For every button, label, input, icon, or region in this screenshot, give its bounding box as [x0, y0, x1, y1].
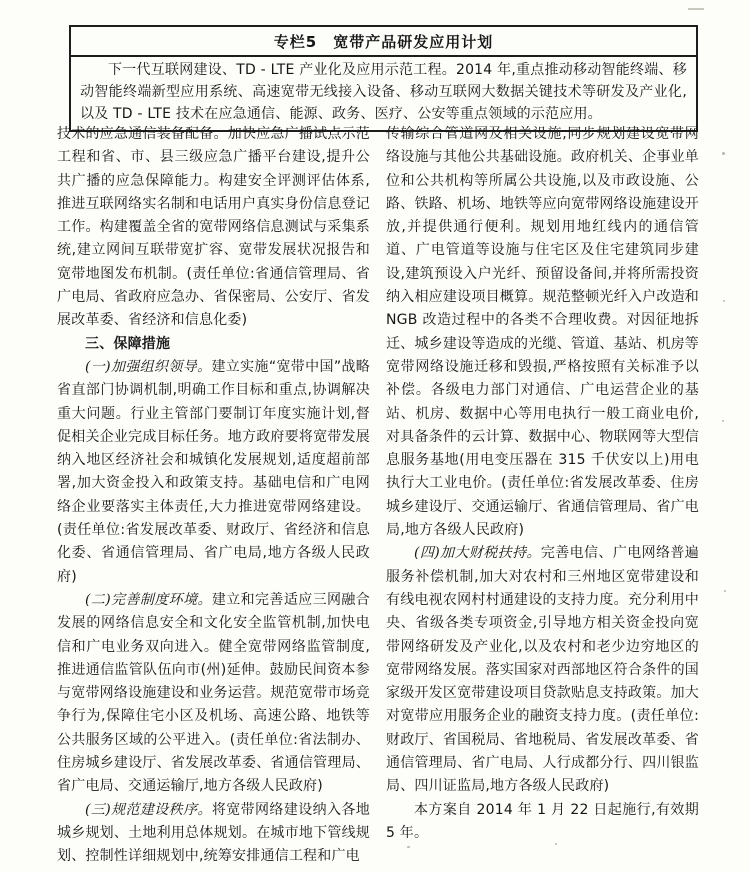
paragraph-text-three: 将宽带网络建设纳入各地城乡规划、土地利用总体规划。在城市地下管线规划、控制性详细规划中,统筹安排通信工程和广电 [57, 801, 370, 865]
scan-smudge [688, 8, 704, 10]
feature-box-broadband-plan [69, 25, 698, 132]
paragraph-item-three [57, 799, 370, 869]
section-heading-safeguards: 三、保障措施 [85, 335, 171, 352]
paragraph-lead-four: (四)加大财税扶持。 [414, 545, 541, 562]
paragraph-lead-two: (二)完善制度环境。 [85, 591, 212, 608]
paragraph-item-four [386, 542, 699, 798]
scan-speck [555, 843, 557, 845]
paragraph-item-one [57, 356, 370, 589]
right-column [386, 123, 699, 872]
left-column [57, 123, 370, 872]
scan-speck [723, 300, 725, 302]
paragraph-text-two: 建立和完善适应三网融合发展的网络信息安全和文化安全监管机制,加快电信和广电业务双向进入。健全宽带网络监管制度,推进通信监管队伍向市(州)延伸。鼓励民间资本参与宽带网络设施建设和业务运营。规范宽带市场竞争行为,保障住宅小区及机场、高速公路、地铁等公共服务区域的公平进入。(责任单位:省法制办、住房城乡建设厅、省发展改革委、省通信管理局、省广电局、交通运输厅,地方各级人民政府) [57, 591, 370, 795]
paragraph-item-two [57, 589, 370, 799]
paragraph-continuation: 传输综合管道网及相关设施,同步规划建设宽带网络设施与其他公共基础设施。政府机关、企事业单位和公共机构等所属公共设施,以及市政设施、公路、铁路、机场、地铁等应向宽带网络设施建设开放,并提供通行便利。规划用地红线内的通信管道、广电管道等设施与住宅区及住宅建筑同步建设,建筑预设入户光纤、预留设备间,并将所需投资纳入相应建设项目概算。规范整顿光纤入户改造和 NGB 改造过程中的各类不合理收费。对因征地拆迁、城乡建设等造成的光缆、管道、基站、机房等宽带网络设施迁移和毁损,严格按照有关标准予以补偿。各级电力部门对通信、广电运营企业的基站、机房、数据中心等用电执行一般工商业电价,对具备条件的云计算、数据中心、物联网等大型信息服务基地(用电变压器在 315 千伏安以上)用电执行大工业电价。(责任单位:省发展改革委、住房城乡建设厅、交通运输厅、省通信管理局、省广电局,地方各级人民政府) [386, 126, 699, 539]
paragraph-lead-three: (三)规范建设秩序。 [85, 801, 212, 818]
feature-box-body: 下一代互联网建设、TD - LTE 产业化及应用示范工程。2014 年,重点推动移动智能终端、移动智能终端新型应用系统、高速宽带无线接入设备、移动互联网大数据关键技术等研发及产业化,以及 TD - LTE 技术在应急通信、能源、政务、医疗、公安等重点领域的示范应用。 [80, 62, 687, 122]
paragraph-continuation: 技术的应急通信装备配备。加快应急广播试点示范工程和省、市、县三级应急广播平台建设,提升公共广播的应急保障能力。构建安全评测评估体系,推进互联网络实名制和电话用户真实身份信息登记工作。构建覆盖全省的宽带网络信息测试与采集系统,建立网间互联带宽扩容、宽带发展状况报告和宽带地图发布机制。(责任单位:省通信管理局、省广电局、省政府应急办、省保密局、公安厅、省发展改革委、省经济和信息化委) [57, 126, 370, 329]
paragraph-text-one: 建立实施“宽带中国”战略省直部门协调机制,明确工作目标和重点,协调解决重大问题。行业主管部门要制订年度实施计划,督促相关企业完成目标任务。地方政府要将宽带发展纳入地区经济社会和城镇化发展规划,适度超前部署,加大资金投入和政策支持。基础电信和广电网络企业要落实主体责任,大力推进宽带网络建设。(责任单位:省发展改革委、财政厅、省经济和信息化委、省通信管理局、省广电局,地方各级人民政府) [57, 358, 370, 585]
feature-box-title: 专栏5 宽带产品研发应用计划 [71, 27, 696, 57]
scan-speck [722, 420, 724, 422]
scan-speck [722, 152, 725, 155]
scan-speck [407, 846, 410, 848]
paragraph-lead-one: (一)加强组织领导。 [85, 358, 212, 375]
paragraph-effective-date: 本方案自 2014 年 1 月 22 日起施行,有效期 5 年。 [386, 801, 699, 841]
scan-speck [724, 590, 726, 592]
paragraph-text-four: 完善电信、广电网络普遍服务补偿机制,加大对农村和三州地区宽带建设和有线电视农网村村通建设的支持力度。充分利用中央、省级各类专项资金,引导地方相关资金投向宽带网络研发及产业化,以及农村和老少边穷地区的宽带网络发展。落实国家对西部地区符合条件的国家级开发区宽带建设项目贷款贴息支持政策。加大对宽带应用服务企业的融资支持力度。(责任单位:财政厅、省国税局、省地税局、省发展改革委、省通信管理局、省广电局、人行成都分行、四川银监局、四川证监局,地方各级人民政府) [386, 545, 699, 795]
